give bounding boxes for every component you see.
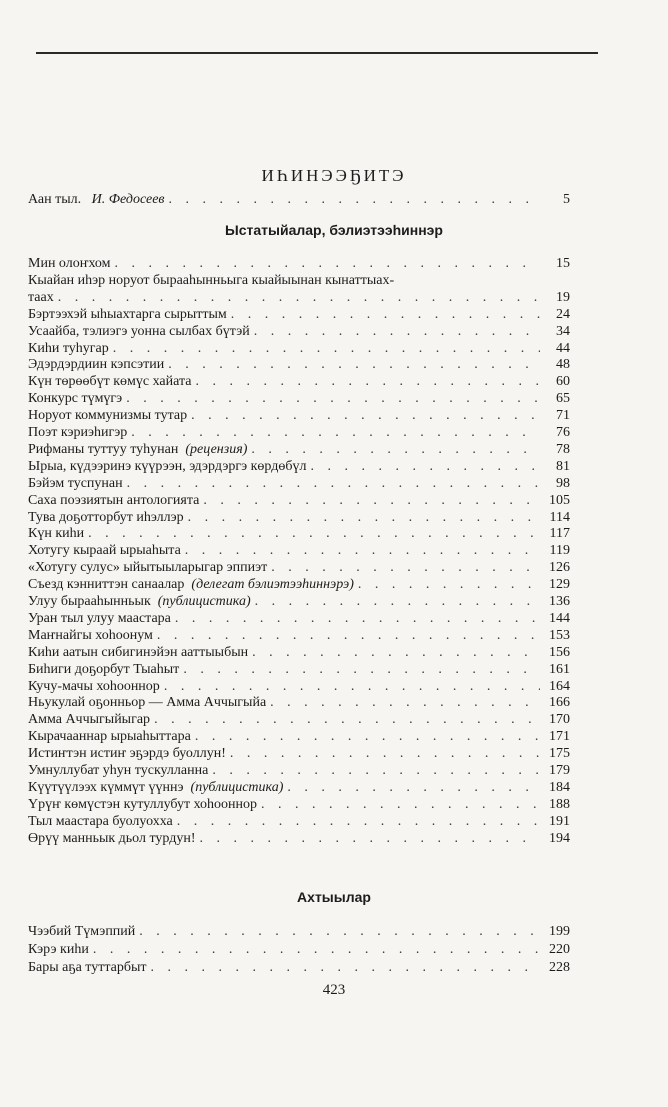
entry-page: 144: [549, 610, 570, 626]
dot-leader: [183, 662, 540, 678]
dot-leader: [195, 374, 540, 390]
entry-page: 126: [549, 560, 570, 576]
entry-label: Кучу-мачы хоһооннор: [28, 678, 160, 694]
toc-entry: [28, 924, 570, 940]
toc-entry: [28, 577, 570, 593]
dot-leader: [154, 712, 540, 728]
toc-entry: [28, 526, 570, 542]
entry-page: 78: [556, 441, 570, 457]
entry-label: Үрүҥ көмүстэн кутуллубут хоһооннор: [28, 796, 258, 812]
dot-leader: [164, 679, 540, 695]
toc-entry: [28, 645, 570, 661]
toc-entry: [28, 831, 570, 847]
entry-page: 129: [549, 577, 570, 593]
entry-page: 156: [549, 644, 570, 660]
toc-entry: [28, 442, 570, 458]
entry-label: Эдэрдэрдиин кэпсэтии: [28, 357, 165, 373]
entry-label: Тува доҕотторбут иһэллэр: [28, 509, 184, 525]
toc-entry: [28, 374, 570, 390]
entry-label: Кырачааннар ырыаһыттара: [28, 729, 191, 745]
toc-entry: [28, 797, 570, 813]
entry-label: Уран тыл улуу маастара: [28, 610, 171, 626]
dot-leader: [113, 341, 540, 357]
toc-entry: [28, 960, 570, 976]
entry-page: 171: [549, 729, 570, 745]
dot-leader: [126, 391, 540, 407]
entry-page: 153: [549, 627, 570, 643]
entry-label: Поэт кэриэһигэр: [28, 425, 128, 440]
entry-page: 76: [556, 425, 570, 440]
entry-page: 191: [549, 813, 570, 829]
entry-page: 161: [549, 661, 570, 677]
entry-label: Күн төрөөбүт көмүс хайата: [28, 374, 192, 390]
dot-leader: [177, 814, 540, 830]
preface-label: Аан тыл.: [28, 192, 82, 207]
dot-leader: [157, 628, 540, 644]
dot-leader: [270, 695, 540, 711]
dot-leader: [230, 746, 540, 762]
entry-label: «Хотугу сулус» ыйытыыларыгар эппиэт: [28, 560, 268, 576]
dot-leader: [261, 797, 540, 813]
entry-note: (публицистика): [157, 594, 251, 609]
entry-label: таах: [28, 289, 54, 305]
dot-leader: [88, 526, 540, 542]
dot-leader: [251, 442, 540, 458]
entry-page: 164: [549, 678, 570, 694]
dot-leader: [255, 594, 540, 610]
entry-page: 5: [563, 192, 570, 207]
entry-page: 119: [549, 543, 570, 559]
dot-leader: [115, 256, 540, 272]
entry-label: Киһи аатын сибигинэйэн ааттыыбын: [28, 644, 249, 660]
entry-label: Кыайан иһэр норуот бырааһынньыга кыайыынан кынаттыах-: [28, 272, 395, 288]
toc-entry: [28, 611, 570, 627]
dot-leader: [191, 408, 540, 424]
dot-leader: [58, 290, 540, 306]
entry-label: Съезд кэнниттэн санаалар: [28, 577, 185, 593]
entry-page: 24: [556, 306, 570, 322]
toc-entry: [28, 493, 570, 509]
top-rule: [36, 52, 598, 54]
entry-label: Амма Аччыгыйыгар: [28, 712, 151, 728]
toc-entry: [28, 510, 570, 526]
toc-entry: [28, 594, 570, 610]
dot-leader: [127, 476, 540, 492]
dot-leader: [231, 307, 540, 323]
entry-label: Истиҥтэн истиҥ эҕэрдэ буоллун!: [28, 746, 226, 762]
entry-label: Кэрэ киһи: [28, 942, 89, 957]
dot-leader: [200, 831, 540, 847]
entry-label: Ырыа, күдээринэ күүрээн, эдэрдэргэ көрдөбүл: [28, 458, 307, 474]
entry-page: 48: [556, 357, 570, 373]
entry-label: Күүтүүлээх күммүт үүннэ: [28, 779, 184, 795]
toc-entry: [28, 425, 570, 441]
toc-entry: [28, 357, 570, 373]
dot-leader: [139, 924, 540, 940]
toc-entry: [28, 391, 570, 407]
toc-entry: [28, 814, 570, 830]
entry-page: 170: [549, 712, 570, 728]
toc-entry: [28, 763, 570, 779]
dot-leader: [185, 543, 540, 559]
entry-label: Усаайба, тэлиэгэ уонна сылбах бүтэй: [28, 323, 250, 339]
toc-entry: [28, 307, 570, 323]
entry-label: Конкурс түмүгэ: [28, 391, 123, 407]
toc-entry: [28, 746, 570, 762]
entry-label: Умнуллубат уһун тускулланна: [28, 763, 209, 778]
entry-page: 136: [549, 594, 570, 609]
dot-leader: [271, 560, 540, 576]
entry-label: Улуу бырааһынньык: [28, 594, 151, 609]
toc-entry: [28, 256, 570, 272]
preface-author: И. Федосеев: [91, 192, 165, 207]
entry-note: (рецензия): [185, 441, 248, 457]
entry-page: 105: [549, 492, 570, 508]
entry-page: 184: [549, 779, 570, 795]
entry-page: 60: [556, 374, 570, 390]
toc-entry: [28, 341, 570, 357]
dot-leader: [287, 780, 540, 796]
dot-leader: [175, 611, 540, 627]
toc-entry: [28, 679, 570, 695]
dot-leader: [203, 493, 540, 509]
entry-label: Мин олоҥхом: [28, 256, 111, 271]
entry-label: Саха поэзиятын антологията: [28, 492, 200, 508]
toc-entry: [28, 712, 570, 728]
dot-leader: [188, 510, 540, 526]
dot-leader: [310, 459, 540, 475]
entry-label: Ньукулай оҕонньор — Амма Аччыгыйа: [28, 695, 267, 711]
entry-label: Норуот коммунизмы тутар: [28, 408, 188, 424]
dot-leader: [212, 763, 540, 779]
entry-label: Күн киһи: [28, 526, 85, 542]
dot-leader: [131, 425, 540, 441]
entry-label: Маҥнайгы хоһоонум: [28, 627, 153, 643]
entry-page: 19: [556, 289, 570, 305]
entry-page: 179: [549, 763, 570, 778]
entry-label: Бары аҕа туттарбыт: [28, 960, 147, 975]
dot-leader: [252, 645, 540, 661]
dot-leader: [254, 324, 540, 340]
entry-label: Бэртээхэй ыһыахтарга сырыттым: [28, 306, 227, 322]
entry-page: 166: [549, 695, 570, 711]
entry-page: 175: [549, 746, 570, 762]
entry-label: Чээбий Түмэппий: [28, 924, 136, 939]
toc-entry: [28, 290, 570, 306]
entry-label: Өрүү манньык дьол турдун!: [28, 830, 196, 846]
entry-page: 117: [549, 526, 570, 542]
dot-leader: [358, 577, 540, 593]
entry-page: 81: [556, 458, 570, 474]
section-heading-articles: Ыстатыйалар, бэлиэтээһиннэр: [225, 222, 443, 238]
dot-leader: [151, 960, 540, 976]
entry-note: (делегат бэлиэтээһиннэрэ): [191, 577, 354, 593]
toc-entry: [28, 459, 570, 475]
entry-page: 34: [556, 323, 570, 339]
entry-page: 220: [549, 942, 570, 957]
dot-leader: [169, 192, 540, 208]
entry-label: Рифманы туттуу туһунан: [28, 441, 179, 457]
entry-page: 188: [549, 796, 570, 812]
entry-label: Тыл маастара буолуохха: [28, 813, 173, 829]
entry-page: 65: [556, 391, 570, 407]
entry-page: 15: [556, 256, 570, 271]
entry-label: Хотугу кыраай ырыаһыта: [28, 543, 181, 559]
toc-entry: [28, 729, 570, 745]
entry-page: 228: [549, 960, 570, 975]
toc-entry: [28, 628, 570, 644]
entry-page: 44: [556, 340, 570, 356]
toc-entry: [28, 942, 570, 958]
toc-entry: [28, 780, 570, 796]
dot-leader: [93, 942, 540, 958]
page-title: ИҺИНЭЭҔИТЭ: [261, 166, 407, 185]
entry-note: (публицистика): [190, 779, 284, 795]
entry-page: 98: [556, 475, 570, 491]
entry-label: Биһиги доҕорбут Тыаһыт: [28, 661, 180, 677]
toc-entry: [28, 560, 570, 576]
entry-page: 199: [549, 924, 570, 939]
entry-label: Бэйэм туспунан: [28, 475, 123, 491]
preface-entry: [28, 192, 570, 208]
toc-entry: [28, 662, 570, 678]
section-heading-memoirs: Ахтыылар: [297, 889, 371, 905]
page-number: 423: [322, 982, 346, 998]
toc-entry: [28, 695, 570, 711]
entry-label: Киһи туһугар: [28, 340, 109, 356]
toc-entry: [28, 324, 570, 340]
toc-entry: [28, 543, 570, 559]
dot-leader: [195, 729, 540, 745]
dot-leader: [168, 357, 540, 373]
entry-page: 114: [549, 509, 570, 525]
toc-entry: [28, 476, 570, 492]
entry-page: 194: [549, 830, 570, 846]
toc-entry: [28, 408, 570, 424]
entry-page: 71: [556, 408, 570, 424]
